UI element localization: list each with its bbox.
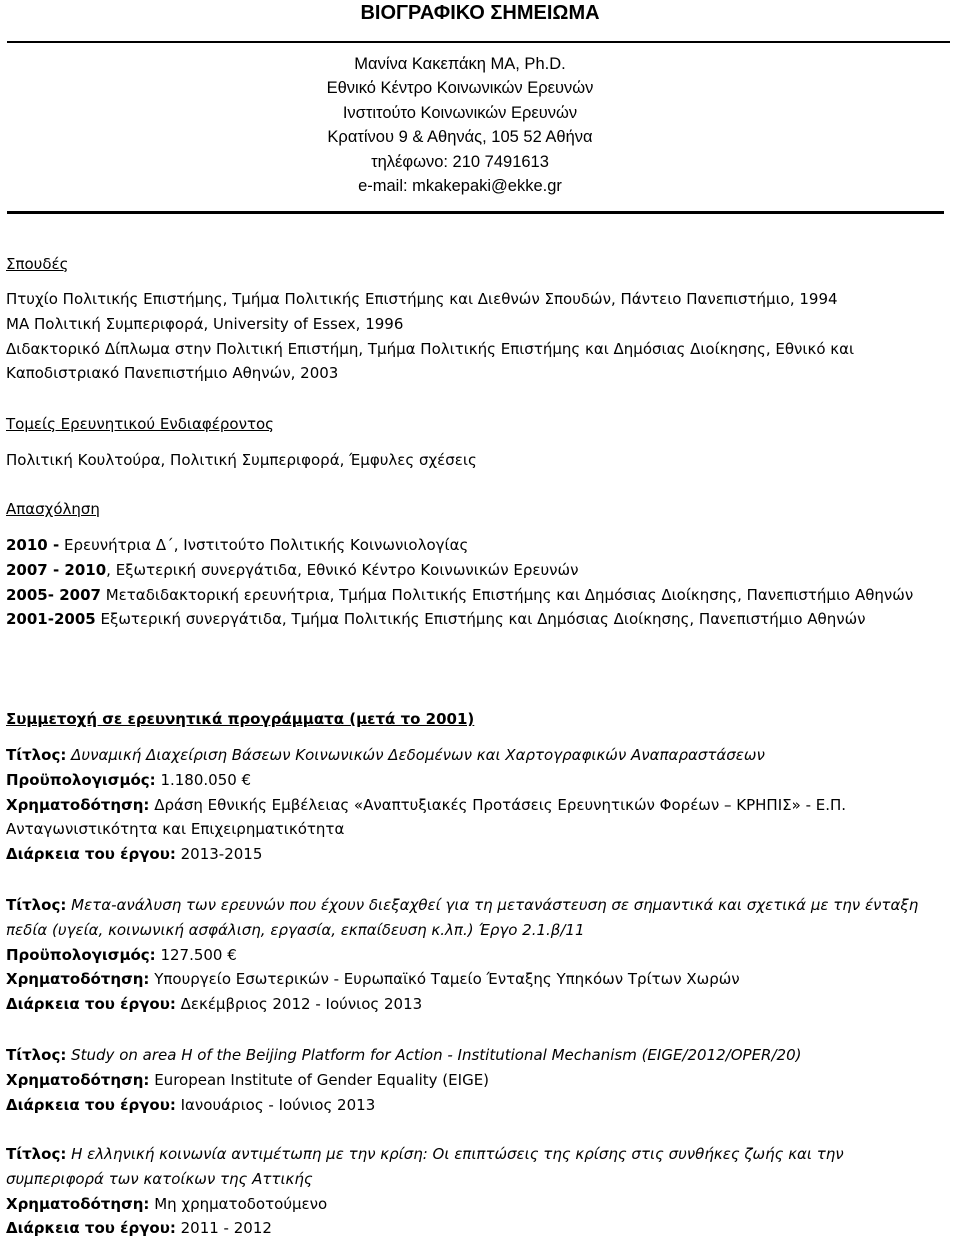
project-funding-row: [6, 1192, 946, 1217]
project-title-label: Τίτλος:: [6, 746, 67, 764]
project-title: Δυναμική Διαχείριση Βάσεων Κοινωνικών Δεδομένων και Χαρτογραφικών Αναπαραστάσεων: [71, 746, 765, 764]
contact-phone: τηλέφωνο: 210 7491613: [371, 152, 549, 171]
contact-email: e-mail: mkakepaki@ekke.gr: [358, 177, 562, 196]
employment-item: [6, 558, 946, 583]
research-interests-heading: Τομείς Ερευνητικού Ενδιαφέροντος: [6, 415, 274, 433]
employment-period: 2010 -: [6, 536, 60, 554]
project-title-label: Τίτλος:: [6, 896, 67, 914]
project-duration-row: [6, 992, 946, 1017]
project-funding: Υπουργείο Εσωτερικών - Ευρωπαϊκό Ταμείο Ένταξης Υπηκόων Τρίτων Χωρών: [149, 970, 740, 989]
employment-heading: Απασχόληση: [6, 500, 100, 518]
employment-description: , Εξωτερική συνεργάτιδα, Εθνικό Κέντρο Κοινωνικών Ερευνών: [106, 560, 579, 579]
document-title: ΒΙΟΓΡΑΦΙΚΟ ΣΗΜΕΙΩΜΑ: [360, 2, 600, 24]
project-duration: Ιανουάριος - Ιούνιος 2013: [175, 1095, 376, 1114]
project-funding-label: Χρηματοδότηση:: [6, 795, 150, 814]
project-entry: [6, 1142, 946, 1241]
project-title-row: [6, 1043, 946, 1068]
project-entry: [6, 1043, 946, 1117]
project-duration: Δεκέμβριος 2012 - Ιούνιος 2013: [175, 995, 423, 1014]
studies-heading: Σπουδές: [6, 255, 69, 273]
employment-description: Ερευνήτρια Δ΄, Ινστιτούτο Πολιτικής Κοινωνιολογίας: [59, 536, 469, 554]
studies-item: ΜΑ Πολιτική Συμπεριφορά, University of Essex, 1996: [6, 314, 404, 333]
contact-organization: Εθνικό Κέντρο Κοινωνικών Ερευνών: [326, 79, 594, 98]
project-title-row: [6, 743, 946, 768]
projects-heading: Συμμετοχή σε ερευνητικά προγράμματα (μετά το 2001): [6, 710, 475, 728]
employment-period: 2001-2005: [6, 610, 96, 629]
project-budget-row: [6, 768, 946, 793]
employment-period: 2007 - 2010: [6, 560, 107, 579]
project-duration-label: Διάρκεια του έργου:: [6, 1095, 176, 1114]
employment-list: [6, 533, 946, 632]
project-funding: Μη χρηματοδοτούμενο: [149, 1194, 328, 1213]
project-funding: Δράση Εθνικής Εμβέλειας «Αναπτυξιακές Προτάσεις Ερευνητικών Φορέων – ΚΡΗΠΙΣ» - Ε.Π. Ανταγωνιστικότητα και Επιχειρηματικότητα: [6, 795, 847, 839]
contact-address: Κρατίνου 9 & Αθηνάς, 105 52 Αθήνα: [327, 128, 593, 147]
project-budget: 1.180.050 €: [155, 770, 252, 789]
project-title-row: [6, 893, 946, 943]
contact-name: Μανίνα Κακεπάκη ΜΑ, Ph.D.: [354, 55, 566, 73]
employment-description: Μεταδιδακτορική ερευνήτρια, Τμήμα Πολιτικής Επιστήμης και Δημόσιας Διοίκησης, Πανεπιστήμιο Αθηνών: [100, 585, 914, 604]
project-duration-label: Διάρκεια του έργου:: [6, 1219, 176, 1238]
studies-item: Διδακτορικό Δίπλωμα στην Πολιτική Επιστήμη, Τμήμα Πολιτικής Επιστήμης και Δημόσιας Διοίκησης, Εθνικό και Καποδιστριακό Πανεπιστήμιο Αθηνών, 2003: [6, 339, 855, 383]
project-title: Η ελληνική κοινωνία αντιμέτωπη με την κρίση: Οι επιπτώσεις της κρίσης στις συνθήκες ζωής και την συμπεριφορά των κατοίκων της Αττικής: [6, 1145, 844, 1188]
employment-period: 2005- 2007: [6, 585, 101, 604]
project-funding-label: Χρηματοδότηση:: [6, 1194, 150, 1213]
studies-list: [6, 287, 946, 386]
project-title: Study on area H of the Beijing Platform for Action - Institutional Mechanism (EIGE/2012/OPER/20): [71, 1046, 802, 1064]
project-duration-label: Διάρκεια του έργου:: [6, 845, 176, 864]
project-funding-row: [6, 967, 946, 992]
employment-item: [6, 607, 946, 632]
project-duration-row: [6, 1093, 946, 1118]
contact-institute: Ινστιτούτο Κοινωνικών Ερευνών: [342, 103, 578, 122]
project-title: Μετα-ανάλυση των ερευνών που έχουν διεξαχθεί για τη μετανάστευση σε σημαντικά και σχετικά με την ένταξη πεδία (υγεία, κοινωνική ασφάλιση, εργασία, εκπαίδευση κ.λπ.) Έργο 2.1.β/11: [6, 896, 919, 939]
project-duration-label: Διάρκεια του έργου:: [6, 995, 176, 1014]
studies-item: Πτυχίο Πολιτικής Επιστήμης, Τμήμα Πολιτικής Επιστήμης και Διεθνών Σπουδών, Πάντειο Πανεπιστήμιο, 1994: [6, 290, 838, 308]
project-duration-row: [6, 1216, 946, 1241]
project-funding-row: [6, 793, 946, 843]
project-entry: [6, 743, 946, 867]
research-interests-text: Πολιτική Κουλτούρα, Πολιτική Συμπεριφορά, Έμφυλες σχέσεις: [6, 451, 477, 469]
project-budget-row: [6, 943, 946, 968]
project-duration: 2013-2015: [175, 845, 263, 864]
employment-item: [6, 583, 946, 608]
project-funding-row: [6, 1068, 946, 1093]
project-funding-label: Χρηματοδότηση:: [6, 970, 150, 989]
project-title-row: [6, 1142, 946, 1192]
project-budget-label: Προϋπολογισμός:: [6, 770, 156, 789]
project-title-label: Τίτλος:: [6, 1145, 67, 1163]
project-entry: [6, 893, 946, 1017]
project-funding-label: Χρηματοδότηση:: [6, 1070, 150, 1089]
project-budget: 127.500 €: [155, 945, 237, 964]
header-rule-bottom: [7, 211, 944, 214]
project-funding: European Institute of Gender Equality (EIGE): [149, 1070, 490, 1089]
project-budget-label: Προϋπολογισμός:: [6, 945, 156, 964]
project-duration: 2011 - 2012: [175, 1219, 272, 1238]
header-rule-top: [7, 41, 950, 43]
contact-block: [0, 52, 920, 198]
project-duration-row: [6, 842, 946, 867]
project-title-label: Τίτλος:: [6, 1046, 67, 1064]
employment-description: Εξωτερική συνεργάτιδα, Τμήμα Πολιτικής Επιστήμης και Δημόσιας Διοίκησης, Πανεπιστήμιο Αθηνών: [95, 610, 866, 629]
employment-item: [6, 533, 946, 558]
